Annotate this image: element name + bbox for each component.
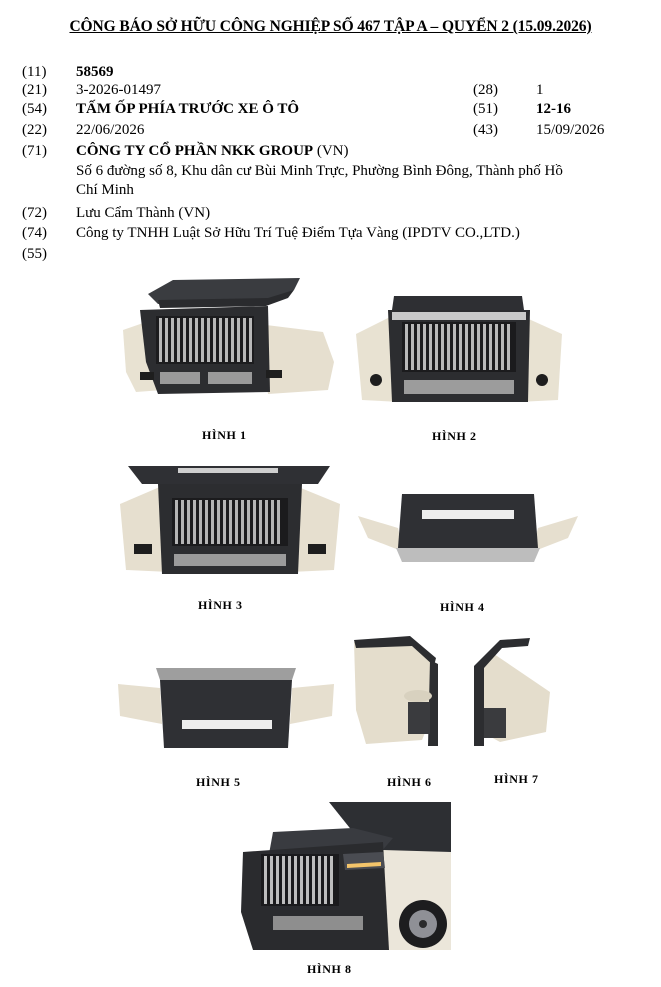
design-number: 58569 (76, 64, 114, 80)
field-43-code: (43) (473, 122, 498, 138)
designer: Lưu Cẩm Thành (VN) (76, 205, 211, 221)
field-22-code: (22) (22, 122, 47, 138)
locarno-class: 12-16 (536, 101, 571, 117)
field-74-code: (74) (22, 225, 47, 241)
application-number: 3-2026-01497 (76, 82, 161, 98)
figure-7-caption: HÌNH 7 (494, 772, 539, 786)
applicant (76, 142, 349, 160)
design-title: TẤM ỐP PHÍA TRƯỚC XE Ô TÔ (76, 101, 300, 117)
field-71-code: (71) (22, 143, 47, 159)
field-51-code: (51) (473, 101, 498, 117)
filing-date: 22/06/2026 (76, 122, 145, 138)
figure-5-caption: HÌNH 5 (196, 775, 241, 789)
figure-4-caption: HÌNH 4 (440, 600, 485, 614)
figure-6-image (352, 636, 444, 748)
gazette-header: CÔNG BÁO SỞ HỮU CÔNG NGHIỆP SỐ 467 TẬP A – QUYỂN 2 (15.09.2026) (69, 18, 592, 35)
field-55-code: (55) (22, 246, 47, 262)
figure-5-image (116, 664, 336, 754)
figure-8-caption: HÌNH 8 (307, 962, 352, 976)
applicant-address-line1: Số 6 đường số 8, Khu dân cư Bùi Minh Trực, Phường Bình Đông, Thành phố Hồ (76, 163, 563, 179)
field-54-code: (54) (22, 101, 47, 117)
figure-6-caption: HÌNH 6 (387, 775, 432, 789)
applicant-country: (VN) (313, 143, 349, 159)
field-72-code: (72) (22, 205, 47, 221)
figure-3-image (118, 462, 343, 577)
representative: Công ty TNHH Luật Sở Hữu Trí Tuệ Điểm Tựa Vàng (IPDTV CO.,LTD.) (76, 225, 520, 241)
applicant-name: CÔNG TY CỔ PHẦN NKK GROUP (76, 143, 314, 159)
figure-2-image (352, 294, 567, 406)
publication-date: 15/09/2026 (536, 122, 605, 138)
field-28-code: (28) (473, 82, 498, 98)
figure-2-caption: HÌNH 2 (432, 429, 477, 443)
figure-8-image (233, 802, 451, 950)
field-21-code: (21) (22, 82, 47, 98)
figure-7-image (470, 636, 552, 748)
design-count: 1 (536, 82, 544, 98)
field-11-code: (11) (22, 64, 47, 80)
applicant-address-line2: Chí Minh (76, 182, 134, 198)
figure-3-caption: HÌNH 3 (198, 598, 243, 612)
figure-4-image (358, 488, 578, 568)
figure-1-image (118, 272, 338, 407)
figure-1-caption: HÌNH 1 (202, 428, 247, 442)
